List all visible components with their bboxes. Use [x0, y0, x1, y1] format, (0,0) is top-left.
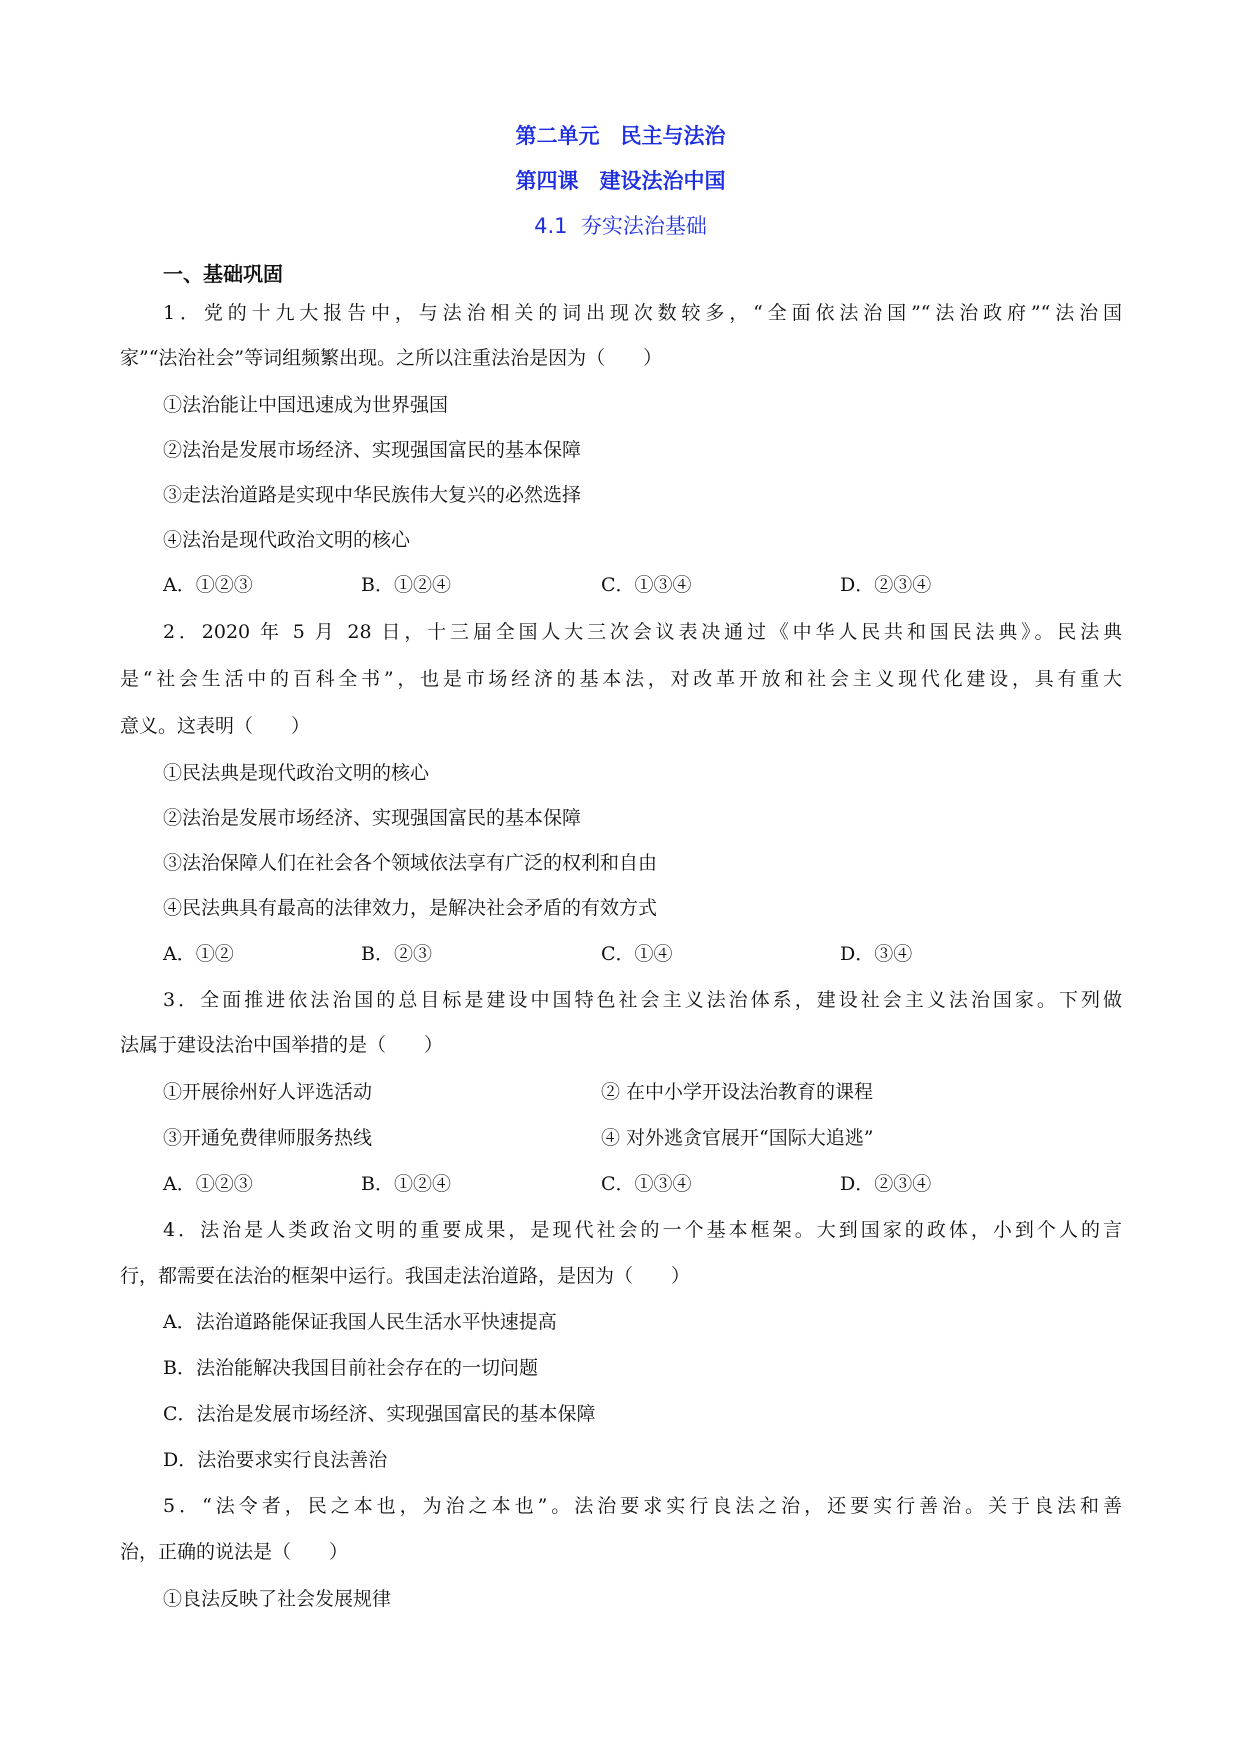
part-heading: 一、基础巩固 — [163, 262, 283, 286]
q1-choice-b: B．①②④ — [361, 574, 451, 596]
q1-choice-c: C．①③④ — [601, 574, 692, 596]
q2-choice-c: C．①④ — [601, 943, 673, 965]
q2-choice-d: D．③④ — [840, 943, 913, 965]
q4-choice-a: A．法治道路能保证我国人民生活水平快速提高 — [163, 1311, 557, 1333]
q4-choice-b: B．法治能解决我国目前社会存在的一切问题 — [163, 1357, 538, 1379]
q4-stem-line-1: 4．法治是人类政治文明的重要成果，是现代社会的一个基本框架。大到国家的政体，小到个人的言 — [163, 1219, 1122, 1241]
q5-stem-line-1: 5．“法令者，民之本也，为治之本也”。法治要求实行良法之治，还要实行善治。关于良法和善 — [163, 1495, 1122, 1517]
q3-item-4: ④ 对外逃贪官展开“国际大追逃” — [601, 1127, 874, 1149]
q3-stem-line-1: 3．全面推进依法治国的总目标是建设中国特色社会主义法治体系，建设社会主义法治国家。下列做 — [163, 989, 1122, 1011]
q2-item-1: ①民法典是现代政治文明的核心 — [163, 762, 430, 784]
q2-choice-a: A．①② — [163, 943, 234, 965]
q5-item-1: ①良法反映了社会发展规律 — [163, 1588, 392, 1610]
q2-choice-b: B．②③ — [361, 943, 432, 965]
q1-choice-d: D．②③④ — [840, 574, 932, 596]
q3-choice-b: B．①②④ — [361, 1173, 451, 1195]
section-title: 4.1 夯实法治基础 — [534, 214, 707, 238]
q3-item-3: ③开通免费律师服务热线 — [163, 1127, 373, 1149]
q3-item-1: ①开展徐州好人评选活动 — [163, 1081, 373, 1103]
q4-stem-line-2: 行，都需要在法治的框架中运行。我国走法治道路，是因为（ ） — [120, 1265, 691, 1287]
q3-choice-a: A．①②③ — [163, 1173, 253, 1195]
q2-stem-line-1: 2．2020 年 5 月 28 日，十三届全国人大三次会议表决通过《中华人民共和国民法典》。民法典 — [163, 621, 1122, 643]
q1-item-3: ③走法治道路是实现中华民族伟大复兴的必然选择 — [163, 484, 582, 506]
q2-stem-line-3: 意义。这表明（ ） — [120, 715, 311, 737]
q1-stem-line-1: 1．党的十九大报告中，与法治相关的词出现次数较多，“全面依法治国”“法治政府”“法治国 — [163, 302, 1122, 324]
q1-item-1: ①法治能让中国迅速成为世界强国 — [163, 394, 449, 416]
q1-stem-line-2: 家”“法治社会”等词组频繁出现。之所以注重法治是因为（ ） — [120, 347, 663, 369]
q1-item-2: ②法治是发展市场经济、实现强国富民的基本保障 — [163, 439, 582, 461]
q3-choice-d: D．②③④ — [840, 1173, 932, 1195]
lesson-title: 第四课 建设法治中国 — [515, 169, 726, 193]
q5-stem-line-2: 治，正确的说法是（ ） — [120, 1541, 349, 1563]
q1-item-4: ④法治是现代政治文明的核心 — [163, 529, 411, 551]
q2-item-4: ④民法典具有最高的法律效力，是解决社会矛盾的有效方式 — [163, 897, 658, 919]
q1-choice-a: A．①②③ — [163, 574, 253, 596]
q3-choice-c: C．①③④ — [601, 1173, 692, 1195]
q4-choice-c: C．法治是发展市场经济、实现强国富民的基本保障 — [163, 1403, 596, 1425]
q3-item-2: ② 在中小学开设法治教育的课程 — [601, 1081, 874, 1103]
q4-choice-d: D．法治要求实行良法善治 — [163, 1449, 388, 1471]
unit-title: 第二单元 民主与法治 — [515, 124, 726, 148]
q2-item-2: ②法治是发展市场经济、实现强国富民的基本保障 — [163, 807, 582, 829]
q2-stem-line-2: 是“社会生活中的百科全书”，也是市场经济的基本法，对改革开放和社会主义现代化建设，具有重大 — [120, 668, 1122, 690]
q2-item-3: ③法治保障人们在社会各个领域依法享有广泛的权利和自由 — [163, 852, 658, 874]
q3-stem-line-2: 法属于建设法治中国举措的是（ ） — [120, 1034, 444, 1056]
